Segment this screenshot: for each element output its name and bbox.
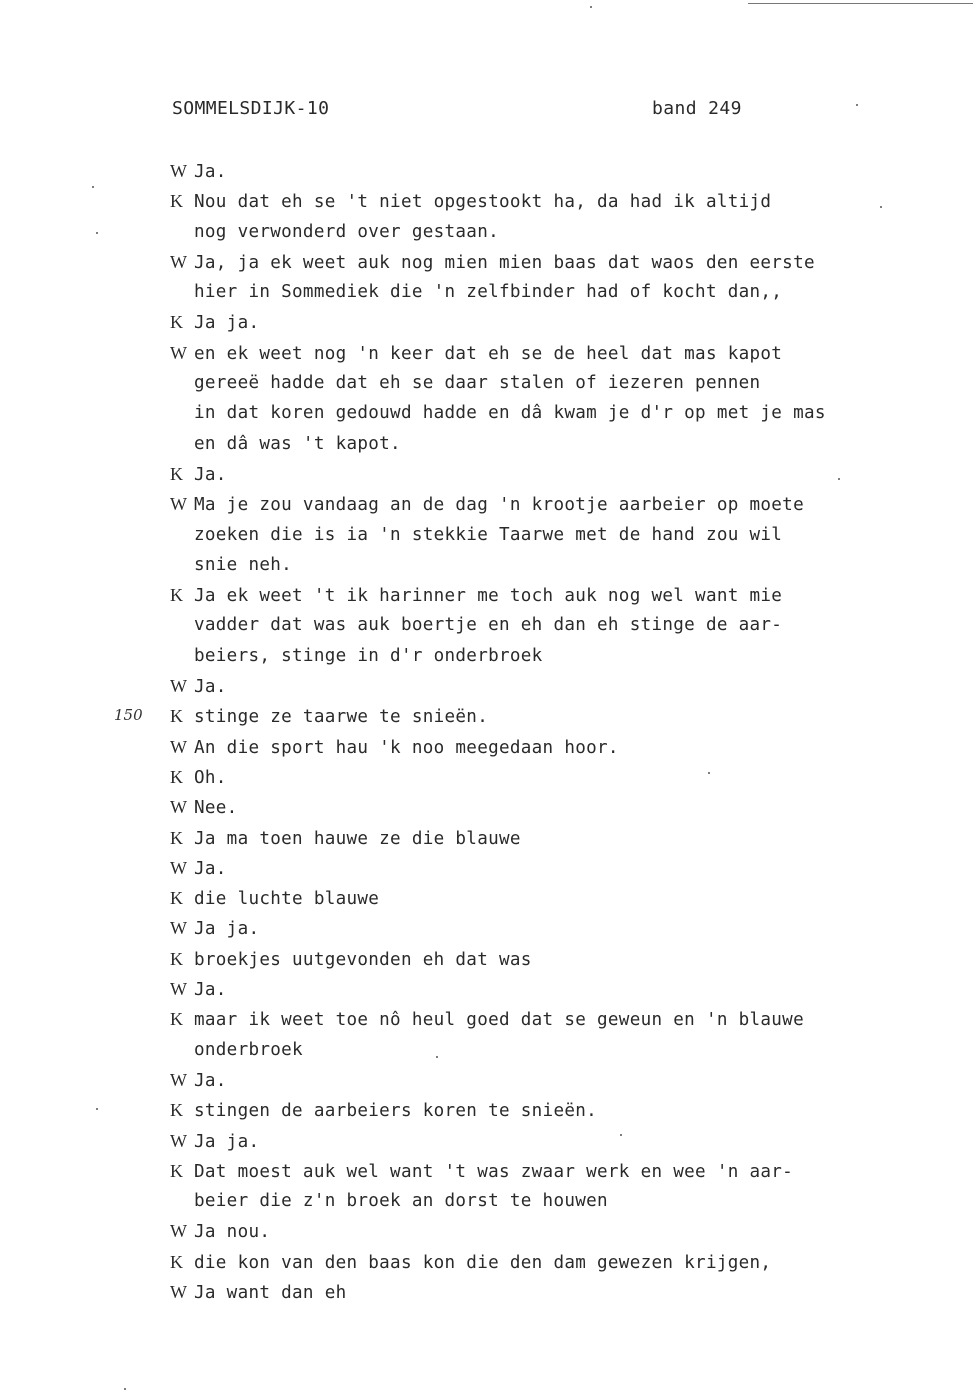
transcript-line [170,1004,960,1034]
scan-speck [880,206,882,208]
scan-speck [96,232,98,234]
transcript-line [170,701,960,731]
scan-speck [124,1388,126,1390]
speaker-label: W [170,979,188,1000]
transcript-line [170,156,960,186]
speaker-label: K [170,948,184,969]
utterance-text: beiers, stinge in d'r onderbroek [194,645,543,666]
utterance-text: broekjes uutgevonden eh dat was [194,949,532,970]
transcript-line [170,186,960,216]
speaker-label: W [170,251,188,272]
transcript-line [170,368,960,398]
transcript-line [170,247,960,277]
speaker-label: W [170,918,188,939]
margin-line-number: 150 [114,706,143,724]
scan-speck [708,772,710,774]
transcript-line [170,944,960,974]
transcript-line [170,489,960,519]
speaker-label: K [170,191,184,212]
utterance-text: Ja. [194,980,227,1001]
scan-speck [436,1056,438,1058]
utterance-text: en dâ was 't kapot. [194,433,401,454]
scan-speck [856,104,858,106]
utterance-text: Ja nou. [194,1222,271,1243]
speaker-label: W [170,1281,188,1302]
speaker-label: W [170,161,188,181]
utterance-text: Ja. [194,464,227,485]
utterance-text: maar ik weet toe nô heul goed dat se geweun en 'n blauwe [194,1010,804,1031]
utterance-text: Ja ja. [194,919,260,940]
transcript-line [170,550,960,580]
scan-speck [590,6,592,8]
utterance-text: zoeken die is ia 'n stekkie Taarwe met de hand zou wil [194,524,783,545]
scan-speck [92,186,94,188]
utterance-text: An die sport hau 'k noo meegedaan hoor. [194,737,619,758]
utterance-text: in dat koren gedouwd hadde en dâ kwam je d'r op met je mas [194,403,826,424]
utterance-text: vadder dat was auk boertje en eh dan eh stinge de aar- [194,615,783,636]
speaker-label: W [170,676,188,697]
utterance-text: Ja want dan eh [194,1282,347,1303]
utterance-text: hier in Sommediek die 'n zelfbinder had of kocht dan,, [194,282,783,303]
utterance-text: en ek weet nog 'n keer dat eh se de heel dat mas kapot [194,343,783,364]
transcript-line [170,883,960,913]
speaker-label: W [170,1130,188,1151]
transcript-line [170,1065,960,1095]
speaker-label: W [170,1069,188,1090]
transcript-line [170,307,960,337]
utterance-text: Ja. [194,1070,227,1091]
transcript-line [170,217,960,247]
utterance-text: Oh. [194,767,227,788]
transcript-line [170,1095,960,1125]
utterance-text: beier die z'n broek an dorst te houwen [194,1191,608,1212]
transcript-line [170,974,960,1004]
transcript-body [170,156,960,1307]
transcript-line [170,732,960,762]
speaker-label: W [170,797,188,818]
band-number: band 249 [652,98,742,119]
transcript-line [170,610,960,640]
utterance-text: Ja ja. [194,1131,260,1152]
transcript-line [170,1126,960,1156]
utterance-text: Ja. [194,677,227,698]
utterance-text: Ja. [194,162,227,182]
utterance-text: stingen de aarbeiers koren te snieën. [194,1101,598,1122]
utterance-text: die luchte blauwe [194,889,380,910]
speaker-label: W [170,494,188,515]
speaker-label: W [170,1221,188,1242]
transcript-line [170,1277,960,1307]
speaker-label: K [170,312,184,333]
speaker-label: K [170,1160,184,1181]
utterance-text: gereeë hadde dat eh se daar stalen of iezeren pennen [194,373,761,394]
speaker-label: W [170,736,188,757]
document-title: SOMMELSDIJK-10 [172,98,330,119]
transcript-line [170,853,960,883]
utterance-text: Ja. [194,858,227,879]
transcript-line [170,338,960,368]
utterance-text: onderbroek [194,1039,303,1060]
utterance-text: snie neh. [194,554,293,575]
transcript-line [170,913,960,943]
transcript-line [170,762,960,792]
speaker-label: K [170,585,184,606]
transcript-line [170,1247,960,1277]
scan-speck [620,1134,622,1136]
transcript-line [170,1156,960,1186]
speaker-label: K [170,463,184,484]
transcript-line [170,429,960,459]
transcript-line [170,1186,960,1216]
scan-speck [96,1108,98,1110]
transcript-line [170,277,960,307]
utterance-text: Nou dat eh se 't niet opgestookt ha, da had ik altijd [194,192,772,213]
speaker-label: K [170,888,184,909]
utterance-text: Ja ma toen hauwe ze die blauwe [194,828,521,849]
scan-speck [838,478,840,480]
transcript-line [170,459,960,489]
utterance-text: die kon van den baas kon die den dam gewezen krijgen, [194,1252,772,1273]
transcript-line [170,641,960,671]
utterance-text: Ma je zou vandaag an de dag 'n krootje aarbeier op moete [194,495,804,516]
utterance-text: Ja ja. [194,313,260,334]
transcript-line [170,1035,960,1065]
transcript-line [170,823,960,853]
transcript-line [170,520,960,550]
utterance-text: stinge ze taarwe te snieën. [194,707,489,728]
transcript-line [170,1216,960,1246]
utterance-text: Ja ek weet 't ik harinner me toch auk nog wel want mie [194,586,783,607]
utterance-text: nog verwonderd over gestaan. [194,221,499,242]
speaker-label: K [170,1009,184,1030]
transcript-line [170,671,960,701]
speaker-label: K [170,766,184,787]
speaker-label: W [170,857,188,878]
utterance-text: Nee. [194,798,238,819]
transcript-line [170,792,960,822]
transcript-line [170,580,960,610]
utterance-text: Dat moest auk wel want 't was zwaar werk en wee 'n aar- [194,1161,794,1182]
speaker-label: K [170,827,184,848]
transcript-line [170,398,960,428]
utterance-text: Ja, ja ek weet auk nog mien mien baas dat waos den eerste [194,252,815,273]
speaker-label: W [170,342,188,363]
top-border-line [748,3,973,4]
speaker-label: K [170,706,184,727]
speaker-label: K [170,1251,184,1272]
speaker-label: K [170,1100,184,1121]
